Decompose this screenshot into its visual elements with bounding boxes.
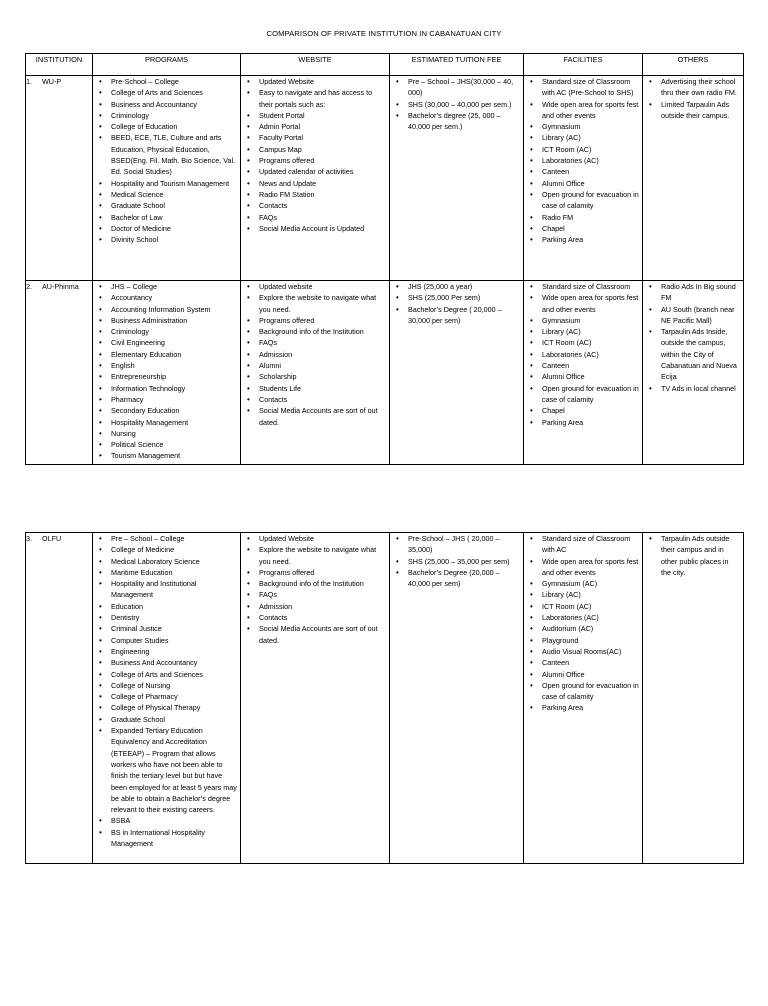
website-item: • Campus Map — [241, 144, 389, 155]
facility-item: • Open ground for evacuation in case of calamity — [524, 680, 642, 703]
facility-item: • Wide open area for sports fest and other events — [524, 99, 642, 122]
facility-item: • Canteen — [524, 657, 642, 668]
program-item: • College of Medicine — [93, 544, 240, 555]
program-item: • Accountancy — [93, 292, 240, 303]
facility-item: • Library (AC) — [524, 132, 642, 143]
institution-name: OLFU — [42, 534, 62, 543]
program-item: • Doctor of Medicine — [93, 223, 240, 234]
institution-cell — [26, 281, 93, 465]
program-item: • Political Science — [93, 439, 240, 450]
programs-cell — [93, 533, 241, 864]
table-row — [26, 76, 744, 281]
facility-item: • Standard size of Classroom — [524, 281, 642, 292]
program-item: • Graduate School — [93, 714, 240, 725]
facility-item: • Laboratories (AC) — [524, 349, 642, 360]
bullet-list — [93, 533, 240, 849]
institution-cell — [26, 533, 93, 864]
others-item: • Advertising their school thru their own radio FM. — [643, 76, 743, 99]
facility-item: • Laboratories (AC) — [524, 155, 642, 166]
website-item: • Background info of the Institution — [241, 578, 389, 589]
program-item: • English — [93, 360, 240, 371]
website-item: • Student Portal — [241, 110, 389, 121]
facility-item: • Gymnasium (AC) — [524, 578, 642, 589]
program-item: • College of Pharmacy — [93, 691, 240, 702]
program-item: • College of Physical Therapy — [93, 702, 240, 713]
others-item: • Limited Tarpaulin Ads outside their campus. — [643, 99, 743, 122]
bullet-list — [524, 533, 642, 714]
program-item: • Bachelor of Law — [93, 212, 240, 223]
tuition-item: • Pre – School – JHS(30,000 – 40, 000) — [390, 76, 523, 99]
program-item: • College of Education — [93, 121, 240, 132]
program-item: • Business Administration — [93, 315, 240, 326]
tuition-item: • Bachelor’s degree (25, 000 – 40,000 per sem.) — [390, 110, 523, 133]
program-item: • Tourism Management — [93, 450, 240, 461]
tuition-item: • SHS (25,000 Per sem) — [390, 292, 523, 303]
facility-item: • Open ground for evacuation in case of calamity — [524, 383, 642, 406]
facility-item: • Wide open area for sports fest and other events — [524, 556, 642, 579]
header-facilities: FACILITIES — [524, 54, 643, 76]
website-item: • Explore the website to navigate what you need. — [241, 544, 389, 567]
program-item: • Criminal Justice — [93, 623, 240, 634]
website-item: • Admission — [241, 349, 389, 360]
website-item: • Updated calendar of activities — [241, 166, 389, 177]
website-item: • Faculty Portal — [241, 132, 389, 143]
website-item: • FAQs — [241, 212, 389, 223]
bullet-list — [93, 281, 240, 462]
institution-number: 1. — [26, 77, 32, 86]
bullet-list — [241, 281, 389, 428]
website-item: • Updated Website — [241, 533, 389, 544]
facility-item: • Parking Area — [524, 417, 642, 428]
website-item: • Social Media Accounts are sort of out dated. — [241, 623, 389, 646]
bullet-list — [93, 76, 240, 245]
website-item: • Contacts — [241, 612, 389, 623]
institution-name: AU-Phinma — [42, 282, 79, 291]
program-item: • Criminology — [93, 110, 240, 121]
website-cell — [241, 533, 390, 864]
facility-item: • Audio Visual Rooms(AC) — [524, 646, 642, 657]
comparison-table — [25, 53, 744, 465]
bullet-list — [241, 76, 389, 234]
website-item: • Contacts — [241, 394, 389, 405]
tuition-item: • JHS (25,000 a year) — [390, 281, 523, 292]
facility-item: • Open ground for evacuation in case of calamity — [524, 189, 642, 212]
website-item: • FAQs — [241, 589, 389, 600]
others-item: • Radio Ads In Big sound FM — [643, 281, 743, 304]
program-item: • Dentistry — [93, 612, 240, 623]
website-item: • Social Media Accounts are sort of out dated. — [241, 405, 389, 428]
facility-item: • Library (AC) — [524, 589, 642, 600]
program-item: • BS in International Hospitality Management — [93, 827, 240, 850]
program-item: • Hospitality Management — [93, 417, 240, 428]
bullet-list — [643, 281, 743, 394]
facility-item: • Alumni Office — [524, 371, 642, 382]
program-item: • Engineering — [93, 646, 240, 657]
header-tuition: ESTIMATED TUITION FEE — [390, 54, 524, 76]
program-item: • Pharmacy — [93, 394, 240, 405]
website-cell — [241, 76, 390, 281]
website-item: • Explore the website to navigate what you need. — [241, 292, 389, 315]
website-item: • Programs offered — [241, 567, 389, 578]
others-item: • AU South (branch near NE Pacific Mall) — [643, 304, 743, 327]
header-institution: INSTITUTION — [26, 54, 93, 76]
website-item: • Contacts — [241, 200, 389, 211]
program-item: • Maritime Education — [93, 567, 240, 578]
bullet-list — [643, 76, 743, 121]
others-item: • Tarpaulin Ads Inside, outside the campus, within the City of Cabanatuan and Nueva Ecija — [643, 326, 743, 382]
program-item: • BEED, ECE, TLE, Culture and arts Education, Physical Education, BSED(Eng. Fil. Math. Bio Science, Val. Ed. Social Studies) — [93, 132, 240, 177]
program-item: • Divinity School — [93, 234, 240, 245]
website-item: • News and Update — [241, 178, 389, 189]
program-item: • Computer Studies — [93, 635, 240, 646]
facility-item: • Alumni Office — [524, 669, 642, 680]
program-item: • Entrepreneurship — [93, 371, 240, 382]
others-cell — [643, 281, 744, 465]
program-item: • Hospitality and Institutional Management — [93, 578, 240, 601]
program-item: • Nursing — [93, 428, 240, 439]
bullet-list — [390, 76, 523, 132]
institution-name: WU-P — [42, 77, 62, 86]
header-row — [26, 54, 744, 76]
institution-cell — [26, 76, 93, 281]
program-item: • Medical Science — [93, 189, 240, 200]
facility-item: • ICT Room (AC) — [524, 337, 642, 348]
program-item: • Elementary Education — [93, 349, 240, 360]
facility-item: • Standard size of Classroom with AC (Pre-School to SHS) — [524, 76, 642, 99]
others-cell — [643, 76, 744, 281]
facility-item: • Radio FM — [524, 212, 642, 223]
program-item: • Medical Laboratory Science — [93, 556, 240, 567]
program-item: • Business And Accountancy — [93, 657, 240, 668]
facility-item: • Chapel — [524, 223, 642, 234]
program-item: • Business and Accountancy — [93, 99, 240, 110]
programs-cell — [93, 76, 241, 281]
document-title: COMPARISON OF PRIVATE INSTITUTION IN CABANATUAN CITY — [266, 29, 502, 38]
facility-item: • Auditorium (AC) — [524, 623, 642, 634]
website-item: • Admission — [241, 601, 389, 612]
program-item: • BSBA — [93, 815, 240, 826]
facility-item: • Wide open area for sports fest and other events — [524, 292, 642, 315]
facility-item: • Canteen — [524, 166, 642, 177]
table-row — [26, 281, 744, 465]
website-item: • Social Media Account is Updated — [241, 223, 389, 234]
program-item: • Pre-School – College — [93, 76, 240, 87]
header-others: OTHERS — [643, 54, 744, 76]
facility-item: • Parking Area — [524, 702, 642, 713]
program-item: • Civil Engineering — [93, 337, 240, 348]
tuition-cell — [390, 533, 524, 864]
website-item: • Students Life — [241, 383, 389, 394]
others-item: • Tarpaulin Ads outside their campus and in other public places in the city. — [643, 533, 743, 578]
website-item: • Programs offered — [241, 155, 389, 166]
website-item: • Radio FM Station — [241, 189, 389, 200]
program-item: • Criminology — [93, 326, 240, 337]
facility-item: • Library (AC) — [524, 326, 642, 337]
facility-item: • Laboratories (AC) — [524, 612, 642, 623]
bullet-list — [524, 76, 642, 245]
website-item: • Alumni — [241, 360, 389, 371]
tuition-item: • SHS (25,000 – 35,000 per sem) — [390, 556, 523, 567]
tuition-item: • SHS (30,000 – 40,000 per sem.) — [390, 99, 523, 110]
program-item: • College of Nursing — [93, 680, 240, 691]
program-item: • Secondary Education — [93, 405, 240, 416]
program-item: • JHS – College — [93, 281, 240, 292]
program-item: • Information Technology — [93, 383, 240, 394]
website-item: • Programs offered — [241, 315, 389, 326]
program-item: • Education — [93, 601, 240, 612]
program-item: • College of Arts and Sciences — [93, 87, 240, 98]
facility-item: • Standard size of Classroom with AC — [524, 533, 642, 556]
facility-item: • Gymnasium — [524, 315, 642, 326]
facility-item: • ICT Room (AC) — [524, 144, 642, 155]
website-item: • Updated Website — [241, 76, 389, 87]
comparison-table-continued — [25, 532, 744, 864]
tuition-cell — [390, 76, 524, 281]
facilities-cell — [524, 533, 643, 864]
tuition-item: • Bachelor’s Degree ( 20,000 – 30,000 per sem) — [390, 304, 523, 327]
bullet-list — [241, 533, 389, 646]
website-item: • FAQs — [241, 337, 389, 348]
facility-item: • Parking Area — [524, 234, 642, 245]
website-item: • Easy to navigate and has access to their portals such as: — [241, 87, 389, 110]
header-programs: PROGRAMS — [93, 54, 241, 76]
table-row — [26, 533, 744, 864]
facilities-cell — [524, 281, 643, 465]
header-website: WEBSITE — [241, 54, 390, 76]
website-item: • Scholarship — [241, 371, 389, 382]
bullet-list — [643, 533, 743, 578]
bullet-list — [390, 281, 523, 326]
website-item: • Background info of the Institution — [241, 326, 389, 337]
others-item: • TV Ads in local channel — [643, 383, 743, 394]
others-cell — [643, 533, 744, 864]
program-item: • Pre – School – College — [93, 533, 240, 544]
program-item: • Graduate School — [93, 200, 240, 211]
program-item: • Expanded Tertiary Education Equivalency and Accreditation (ETEEAP) – Program that allows workers who have not been able to finish the tertiary level but but have been employed for at least 5 years may be able to obtain a Bachelor’s degree relevant to their existing careers. — [93, 725, 240, 815]
facilities-cell — [524, 76, 643, 281]
facility-item: • Gymnasium — [524, 121, 642, 132]
tuition-item: • Bachelor’s Degree (20,000 – 40,000 per sem) — [390, 567, 523, 590]
website-item: • Admin Portal — [241, 121, 389, 132]
institution-number: 3. — [26, 534, 32, 543]
program-item: • College of Arts and Sciences — [93, 669, 240, 680]
tuition-item: • Pre-School – JHS ( 20,000 – 35,000) — [390, 533, 523, 556]
institution-number: 2. — [26, 282, 32, 291]
program-item: • Accounting Information System — [93, 304, 240, 315]
tuition-cell — [390, 281, 524, 465]
facility-item: • Chapel — [524, 405, 642, 416]
facility-item: • Alumni Office — [524, 178, 642, 189]
bullet-list — [390, 533, 523, 589]
facility-item: • Playground — [524, 635, 642, 646]
bullet-list — [524, 281, 642, 428]
facility-item: • ICT Room (AC) — [524, 601, 642, 612]
facility-item: • Canteen — [524, 360, 642, 371]
programs-cell — [93, 281, 241, 465]
website-item: • Updated website — [241, 281, 389, 292]
website-cell — [241, 281, 390, 465]
program-item: • Hospitality and Tourism Management — [93, 178, 240, 189]
